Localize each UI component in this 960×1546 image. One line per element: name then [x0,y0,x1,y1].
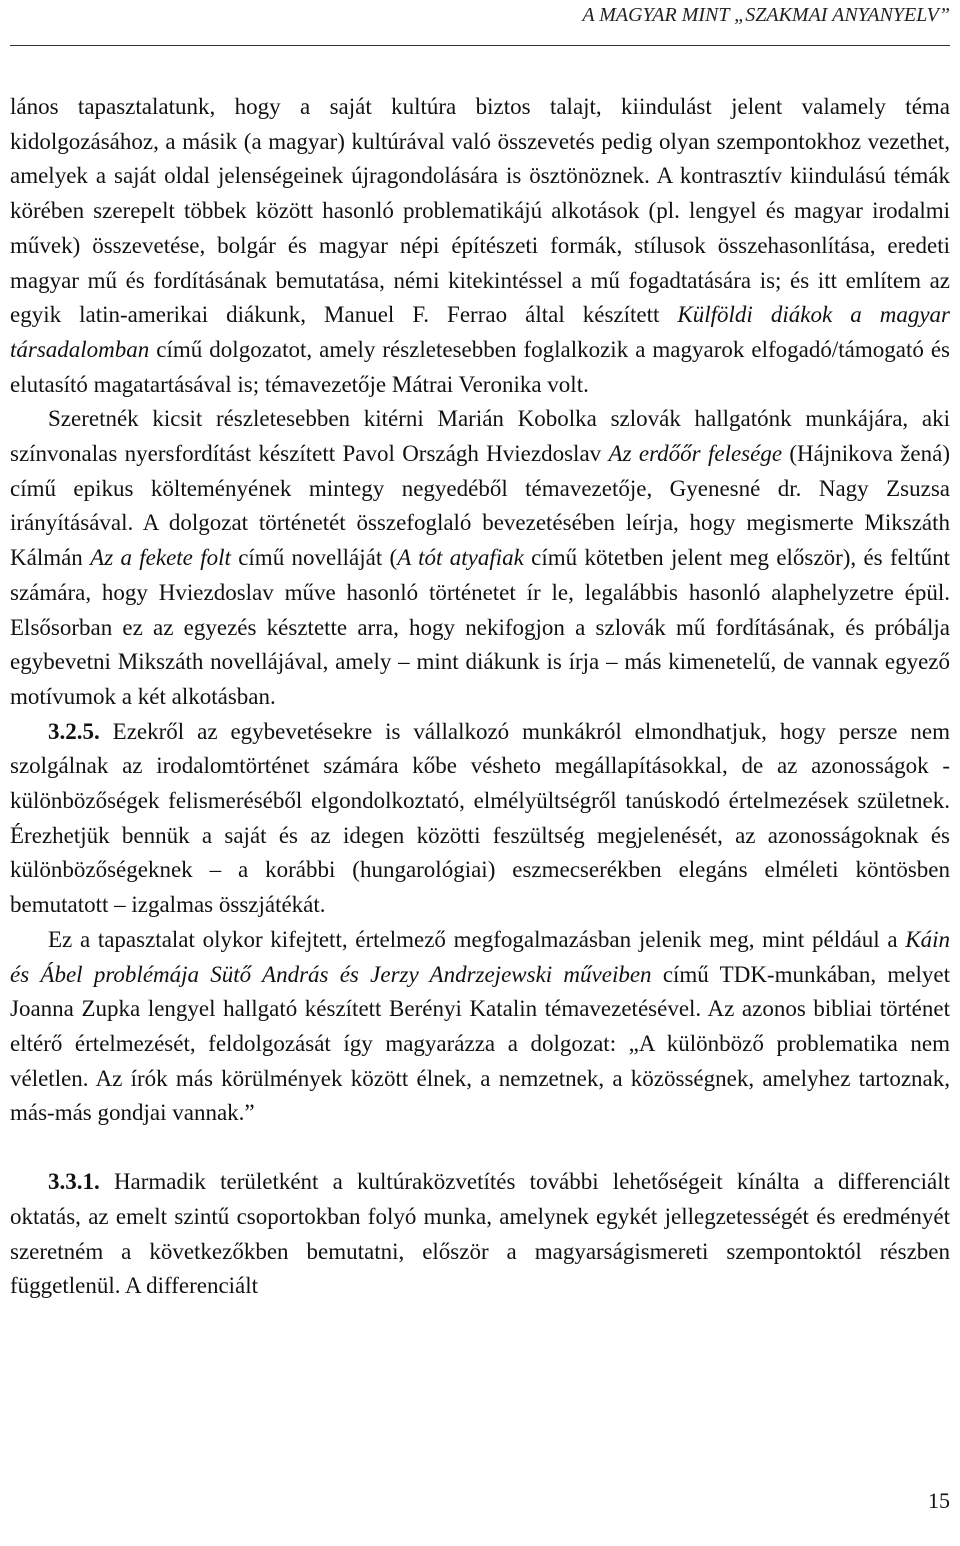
paragraph-3-section-3-2-5 [10,715,950,923]
paragraph-5-section-3-3-1 [10,1165,950,1304]
text-run: Ez a tapasztalat olykor kifejtett, értelmező megfogalmazásban jelenik meg, mint például a [48,926,906,952]
italic-title: Káin és Ábel problémája Sütő András és Jerzy Andrzejewski műveiben [10,926,950,987]
text-run: című dolgozatot, amely részletesebben foglalkozik a magyarok elfogadó/támogató és elutasító magatartásával is; témavezetője Mátrai Veronika volt. [10,336,950,397]
text-run: című TDK-munkában, melyet Joanna Zupka lengyel hallgató készített Berényi Katalin témavezetésével. Az azonos bibliai történet eltérő értelmezését, feldolgozását így magyarázza a dolgozat: „A különböző problematika nem véletlen. Az írók más körülmények között élnek, a nemzetnek, a közösségnek, amelyhez tartoznak, más-más gondjai vannak.” [10,961,950,1126]
body-text [10,90,950,1304]
page-number: 15 [928,1488,950,1513]
paragraph-4 [10,923,950,1131]
text-run: Harmadik területként a kultúraközvetítés további lehetőségeit kínálta a differenciált oktatás, az emelt szintű csoportokban folyó munka, amelynek egykét jellegzetességét és eredményét szeretném a következőkben bemutatni, először a magyarságismereti szempontoktól részben függetlenül. A differenciált [10,1169,950,1299]
text-run: Szeretnék kicsit részletesebben kitérni Marián Kobolka szlovák hallgatónk munkájára, aki színvonalas nyersfordítást készített Pavol Országh Hviezdoslav [10,406,950,467]
paragraph-1 [10,90,950,402]
italic-title: Külföldi diákok a magyar társadalomban [10,302,950,362]
paragraph-2 [10,402,950,714]
text-run: (Hájnikova žená) című epikus költeményének mintegy negyedéből témavezetője, Gyenesné dr. Nagy Zsuzsa irányításával. A dolgozat történetét összefoglaló bevezetésében leírja, hogy megismerte Mikszáth Kálmán [10,441,950,571]
running-header: A MAGYAR MINT „SZAKMAI ANYANYELV” [582,4,950,26]
text-run: lános tapasztalatunk, hogy a saját kultúra biztos talajt, kiindulást jelent valamely téma kidolgozásához, a másik (a magyar) kultúrával való összevetés pedig olyan szempontokhoz vezethet, amelyek a saját oldal jelenségeinek újragondolására is ösztönöznek. A kontrasztív kiindulású témák körében szerepelt többek között hasonló problematikájú alkotások (pl. lengyel és magyar irodalmi művek) összevetése, bolgár és magyar népi építészeti formák, stílusok összehasonlítása, eredeti magyar mű és fordításának bemutatása, némi kitekintéssel a mű fogadtatására is; és itt említem az egyik latin-amerikai diákunk, Manuel F. Ferrao által készített [10,94,950,328]
header-divider [10,45,950,46]
text-run: című novelláját ( [230,545,398,571]
italic-title: Az erdőőr felesége [608,441,783,467]
section-number: 3.3.1. [48,1169,100,1195]
text-run: című kötetben jelent meg először), és feltűnt számára, hogy Hviezdoslav műve hasonló történetet ír le, legalábbis hasonló alaphelyzetre épül. Elsősorban ez az egyezés késztette arra, hogy nekifogjon a szlovák mű fordításának, és próbálja egybevetni Mikszáth novellájával, amely – mint diákunk is írja – más kimenetelű, de vannak egyező motívumok a két alkotásban. [10,545,950,709]
italic-title: A tót atyafiak [397,545,524,571]
text-run: Ezekről az egybevetésekre is vállalkozó munkákról elmondhatjuk, hogy persze nem szolgálnak az irodalomtörténet számára kőbe vésheto megállapításokkal, de az azonosságok - különbözőségek felismeréséből elgondolkoztató, elmélyültségről tanúskodó értelmezések születnek. Érezhetjük bennük a saját és az idegen közötti feszültség megjelenését, az azonosságoknak és különbözőségeknek – a korábbi (hungarológiai) eszmecserékben elegáns elméleti köntösben bemutatott – izgalmas összjátékát. [10,718,950,918]
italic-title: Az a fekete folt [90,545,231,571]
section-number: 3.2.5. [48,718,100,744]
